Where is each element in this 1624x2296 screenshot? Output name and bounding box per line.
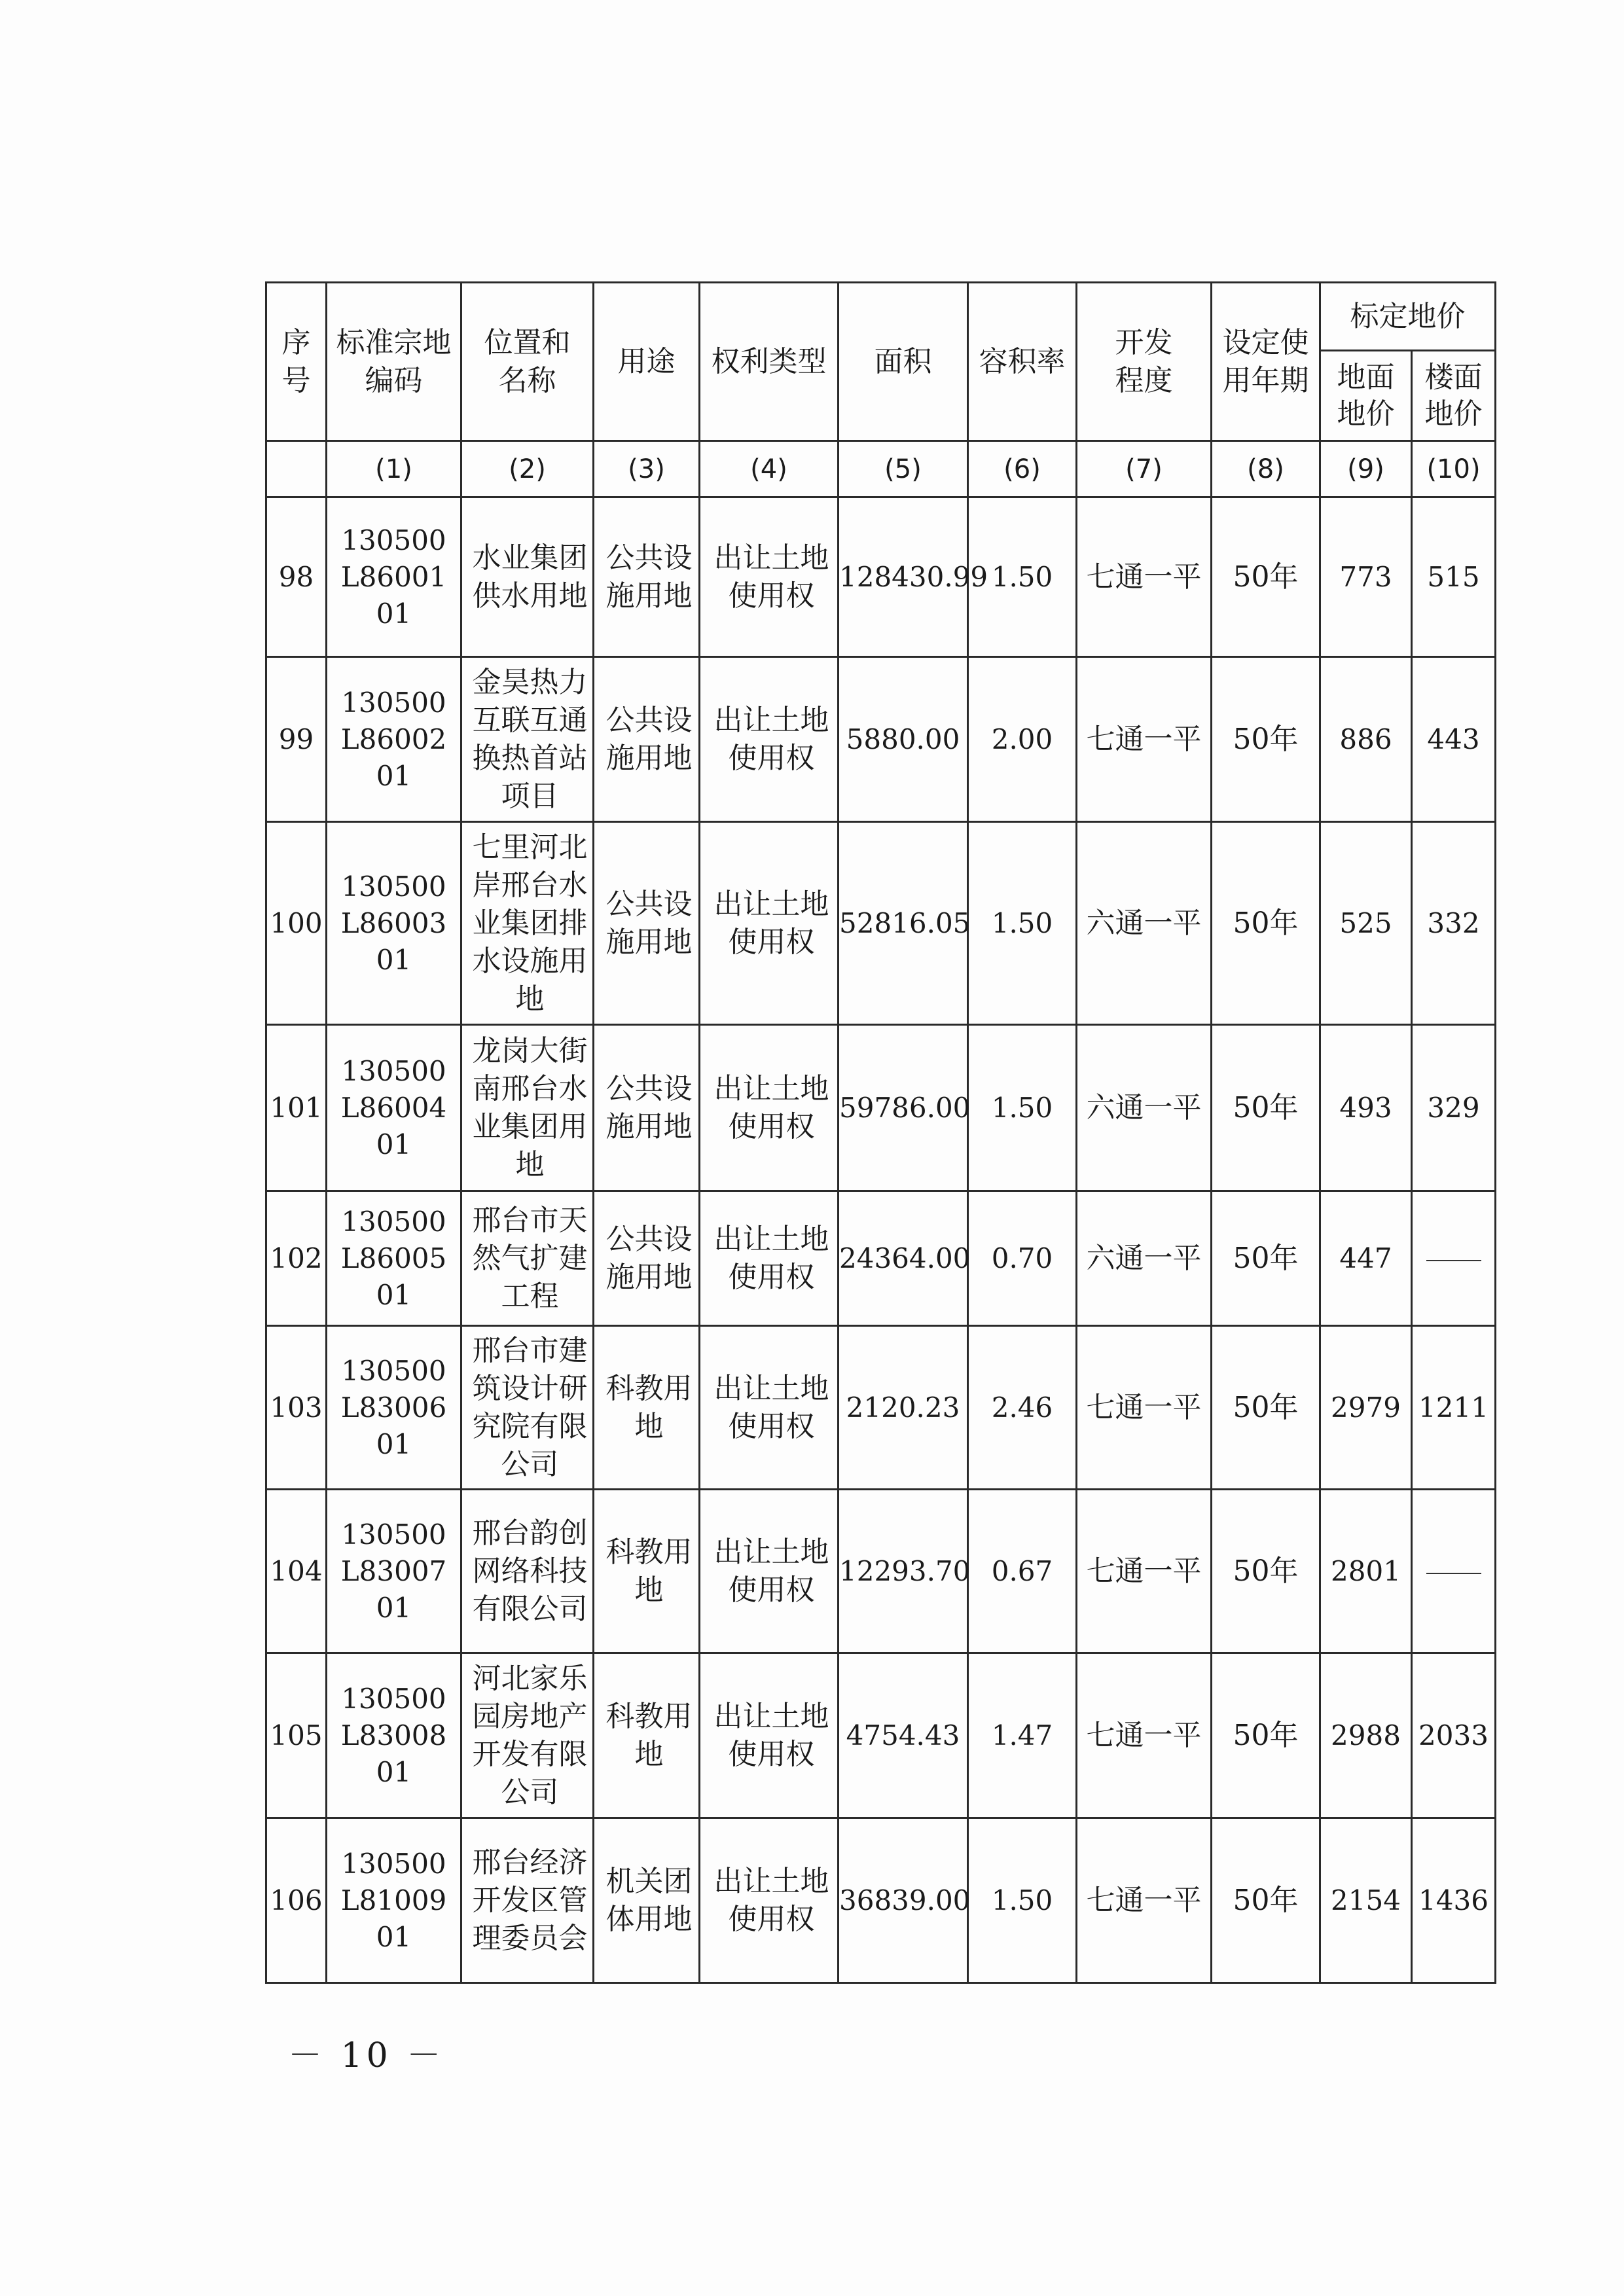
cell-text: 1436 [1418,1884,1489,1916]
colnum-cell: (10) [1412,441,1496,497]
cell-area [839,1025,971,1191]
cell-name [461,1326,594,1490]
cell-text: 50年 [1233,1390,1299,1424]
cell-area [839,1818,971,1983]
cell-text: 773 [1339,560,1392,593]
cell-text: 130500L8600301 [340,870,447,976]
cell-code [327,1490,461,1653]
cell-use [594,497,700,657]
cell-dev [1077,822,1212,1025]
cell-text: 886 [1339,723,1392,755]
cell-text: 科教用地 [605,1535,693,1607]
cell-text: 50年 [1233,906,1299,940]
cell-use [594,1818,700,1983]
cell-area [839,822,971,1025]
cell-text: 河北家乐园房地产开发有限公司 [472,1661,588,1809]
header-far-text: 容积率 [979,344,1066,378]
cell-name [461,497,594,657]
cell-text: 出让土地使用权 [713,703,829,775]
cell-text: 公共设施用地 [605,1222,693,1294]
cell-text: 1.50 [991,1884,1053,1916]
cell-code [327,1025,461,1191]
table-row [266,1818,1496,1983]
colnum-cell-blank [266,441,327,497]
land-price-table [265,281,1496,1984]
cell-land-price [1320,1025,1412,1191]
cell-land-price [1320,1326,1412,1490]
cell-text: 447 [1339,1242,1392,1274]
column-number-row [266,441,1496,497]
cell-right [700,1490,839,1653]
cell-text: 2.00 [991,723,1053,755]
cell-dev [1077,1490,1212,1653]
cell-far [968,1025,1077,1191]
cell-text: 2.46 [991,1391,1053,1424]
header-area [839,283,968,441]
cell-land-price [1320,657,1412,822]
cell-text: 50年 [1233,1241,1299,1275]
cell-text: 443 [1427,723,1480,755]
cell-right [700,1326,839,1490]
cell-text: 106 [270,1884,323,1916]
cell-text: 公共设施用地 [605,1071,693,1143]
cell-seq [266,1191,327,1326]
colnum-cell: (5) [839,441,968,497]
cell-text: 130500L8300601 [340,1354,447,1460]
cell-text: 六通一平 [1086,1241,1202,1275]
cell-text: 103 [270,1391,323,1424]
cell-text: 130500L8600501 [340,1205,447,1311]
cell-floor-price [1412,497,1496,657]
cell-land-price [1320,1653,1412,1818]
page-number: － 10 － [288,2036,445,2075]
header-name-text: 位置和名称 [484,325,571,397]
cell-land-price [1320,1490,1412,1653]
cell-right [700,497,839,657]
cell-text: 130500L8100901 [340,1847,447,1953]
table-row [266,497,1496,657]
header-use [594,283,700,441]
cell-land-price [1320,1818,1412,1983]
cell-text: 102 [270,1242,323,1274]
cell-term [1212,1818,1320,1983]
cell-dev [1077,1025,1212,1191]
header-dev [1077,283,1212,441]
cell-floor-price [1412,1025,1496,1191]
cell-use [594,1326,700,1490]
cell-text: 2988 [1331,1719,1401,1751]
header-use-text: 用途 [617,344,676,378]
cell-right [700,1191,839,1326]
cell-text: 5880.00 [846,723,960,755]
header-seq-text: 序号 [281,325,311,397]
cell-area [839,1490,971,1653]
cell-text: 128430.99 [839,560,988,593]
header-code-text: 标准宗地编码 [336,325,452,397]
table-body [266,497,1496,1983]
cell-dev [1077,1818,1212,1983]
cell-text: 50年 [1233,1883,1299,1917]
cell-text: 出让土地使用权 [713,1864,829,1936]
cell-floor-price [1412,1490,1496,1653]
cell-land-price [1320,497,1412,657]
cell-text: 332 [1427,906,1480,939]
cell-text: 1.50 [991,906,1053,939]
cell-text: 36839.00 [839,1884,971,1916]
cell-name [461,1191,594,1326]
cell-floor-price [1412,822,1496,1025]
header-right [700,283,839,441]
table-row [266,657,1496,822]
header-floor-price-text: 楼面地价 [1424,360,1483,431]
cell-term [1212,497,1320,657]
cell-text: 2120.23 [846,1391,960,1424]
table-row [266,1191,1496,1326]
cell-code [327,1326,461,1490]
header-seq [266,283,327,441]
cell-text: 七里河北岸邢台水业集团排水设施用地 [472,830,588,1016]
header-land-price-text: 地面地价 [1337,360,1395,431]
cell-term [1212,1025,1320,1191]
colnum-cell: (2) [461,441,594,497]
cell-code [327,657,461,822]
header-term-text: 设定使用年期 [1222,325,1309,397]
cell-name [461,1653,594,1818]
table-row [266,1653,1496,1818]
cell-text: 1211 [1418,1391,1489,1424]
cell-far [968,1191,1077,1326]
cell-far [968,657,1077,822]
cell-text: 24364.00 [839,1242,971,1274]
cell-code [327,1653,461,1818]
cell-text: 邢台经济开发区管理委员会 [472,1845,588,1955]
cell-text: 50年 [1233,560,1299,594]
cell-text: 50年 [1233,1718,1299,1752]
cell-land-price [1320,1191,1412,1326]
cell-text: 出让土地使用权 [713,1371,829,1443]
cell-text: 4754.43 [846,1719,960,1751]
cell-text: 130500L8600201 [340,686,447,792]
cell-text: 出让土地使用权 [713,541,829,613]
cell-text: 130500L8300701 [340,1518,447,1624]
cell-text: 1.50 [991,1091,1053,1124]
cell-dev [1077,657,1212,822]
cell-text: 七通一平 [1086,560,1202,594]
table-row [266,1490,1496,1653]
cell-text: 515 [1427,560,1480,593]
cell-seq [266,657,327,822]
cell-area [839,497,988,657]
cell-far [968,1818,1077,1983]
cell-text: 出让土地使用权 [713,1699,829,1771]
cell-right [700,1025,839,1191]
cell-text: 七通一平 [1086,722,1202,756]
cell-text: 公共设施用地 [605,703,693,775]
cell-term [1212,657,1320,822]
cell-text: 六通一平 [1086,906,1202,940]
cell-floor-price [1412,1191,1496,1326]
cell-term [1212,822,1320,1025]
cell-use [594,822,700,1025]
table-row [266,1025,1496,1191]
cell-text: 493 [1339,1091,1392,1124]
cell-text: 525 [1339,906,1392,939]
header-land-price [1320,351,1412,441]
cell-text: 100 [270,906,323,939]
cell-text: 七通一平 [1086,1390,1202,1424]
cell-text: 机关团体用地 [605,1864,693,1936]
cell-text: 邢台市建筑设计研究院有限公司 [472,1333,588,1481]
cell-text: 七通一平 [1086,1554,1202,1588]
cell-text: 2154 [1331,1884,1401,1916]
cell-text: 出让土地使用权 [713,1222,829,1294]
header-far [968,283,1077,441]
cell-name [461,1490,594,1653]
cell-dev [1077,497,1212,657]
cell-floor-price [1412,1818,1496,1983]
cell-seq [266,497,327,657]
cell-text: 101 [270,1091,323,1124]
cell-use [594,657,700,822]
cell-text: 0.70 [991,1242,1053,1274]
cell-area [839,1653,968,1818]
cell-term [1212,1653,1320,1818]
cell-seq [266,1490,327,1653]
cell-text: 1.47 [991,1719,1053,1751]
header-right-text: 权利类型 [711,344,827,378]
cell-use [594,1191,700,1326]
cell-text: 130500L8300801 [340,1682,447,1788]
colnum-cell: (7) [1077,441,1212,497]
cell-text: 科教用地 [605,1699,693,1771]
cell-area [839,657,968,822]
colnum-cell: (1) [327,441,461,497]
header-price-group-text: 标定地价 [1350,299,1466,333]
header-dev-text: 开发程度 [1115,325,1173,397]
colnum-cell: (6) [968,441,1077,497]
table-row [266,822,1496,1025]
cell-text: 七通一平 [1086,1718,1202,1752]
cell-text: 出让土地使用权 [713,1071,829,1143]
cell-floor-price [1412,1326,1496,1490]
colnum-cell: (4) [700,441,839,497]
cell-right [700,822,839,1025]
cell-text: 99 [278,723,314,755]
cell-text: 邢台韵创网络科技有限公司 [472,1516,588,1626]
cell-name [461,822,594,1025]
cell-text: 2033 [1418,1719,1489,1751]
header-name [461,283,594,441]
header-floor-price [1412,351,1496,441]
cell-seq [266,1818,327,1983]
cell-code [327,1818,461,1983]
colnum-cell: (8) [1212,441,1320,497]
cell-text: 金昊热力互联互通换热首站项目 [472,665,588,813]
cell-text: 12293.70 [839,1554,971,1587]
cell-use [594,1653,700,1818]
cell-text: 104 [270,1554,323,1587]
cell-use [594,1025,700,1191]
cell-use [594,1490,700,1653]
cell-far [968,1653,1077,1818]
colnum-cell: (9) [1320,441,1412,497]
cell-text: 130500L8600401 [340,1054,447,1160]
cell-land-price [1320,822,1412,1025]
cell-text: 2979 [1331,1391,1401,1424]
cell-code [327,497,461,657]
colnum-cell: (3) [594,441,700,497]
cell-name [461,1025,594,1191]
cell-term [1212,1490,1320,1653]
cell-text: 公共设施用地 [605,541,693,613]
cell-text: 98 [278,560,314,593]
empty-dash-mark [1426,1573,1481,1574]
cell-text: 科教用地 [605,1371,693,1443]
cell-text: 水业集团供水用地 [472,541,588,613]
cell-far [968,822,1077,1025]
cell-text: 公共设施用地 [605,887,693,959]
cell-dev [1077,1653,1212,1818]
cell-text: 七通一平 [1086,1883,1202,1917]
table-row [266,1326,1496,1490]
cell-text: 邢台市天然气扩建工程 [472,1203,588,1313]
cell-text: 59786.00 [839,1091,971,1124]
cell-term [1212,1191,1320,1326]
cell-seq [266,1653,327,1818]
cell-code [327,822,461,1025]
cell-text: 出让土地使用权 [713,887,829,959]
cell-term [1212,1326,1320,1490]
cell-floor-price [1412,657,1496,822]
cell-area [839,1191,971,1326]
cell-dev [1077,1326,1212,1490]
cell-seq [266,1025,327,1191]
cell-right [700,1818,839,1983]
cell-area [839,1326,968,1490]
cell-right [700,1653,839,1818]
cell-far [968,1490,1077,1653]
cell-text: 50年 [1233,1554,1299,1588]
cell-text: 出让土地使用权 [713,1535,829,1607]
cell-text: 50年 [1233,1090,1299,1124]
cell-far [968,1326,1077,1490]
cell-name [461,1818,594,1983]
cell-text: 2801 [1331,1554,1401,1587]
cell-text: 龙岗大街南邢台水业集团用地 [472,1033,588,1181]
cell-text: 1.50 [991,560,1053,593]
cell-dev [1077,1191,1212,1326]
cell-name [461,657,594,822]
cell-floor-price [1412,1653,1496,1818]
cell-text: 50年 [1233,722,1299,756]
cell-text: 105 [270,1719,323,1751]
cell-text: 六通一平 [1086,1090,1202,1124]
cell-text: 130500L8600101 [340,524,447,630]
cell-text: 0.67 [991,1554,1053,1587]
cell-seq [266,822,327,1025]
empty-dash-mark [1426,1260,1481,1261]
header-area-text: 面积 [874,344,932,378]
cell-right [700,657,839,822]
header-price-group [1320,283,1496,351]
header-term [1212,283,1320,441]
cell-seq [266,1326,327,1490]
cell-code [327,1191,461,1326]
cell-text: 329 [1427,1091,1480,1124]
cell-text: 52816.05 [839,906,971,939]
header-code [327,283,461,441]
